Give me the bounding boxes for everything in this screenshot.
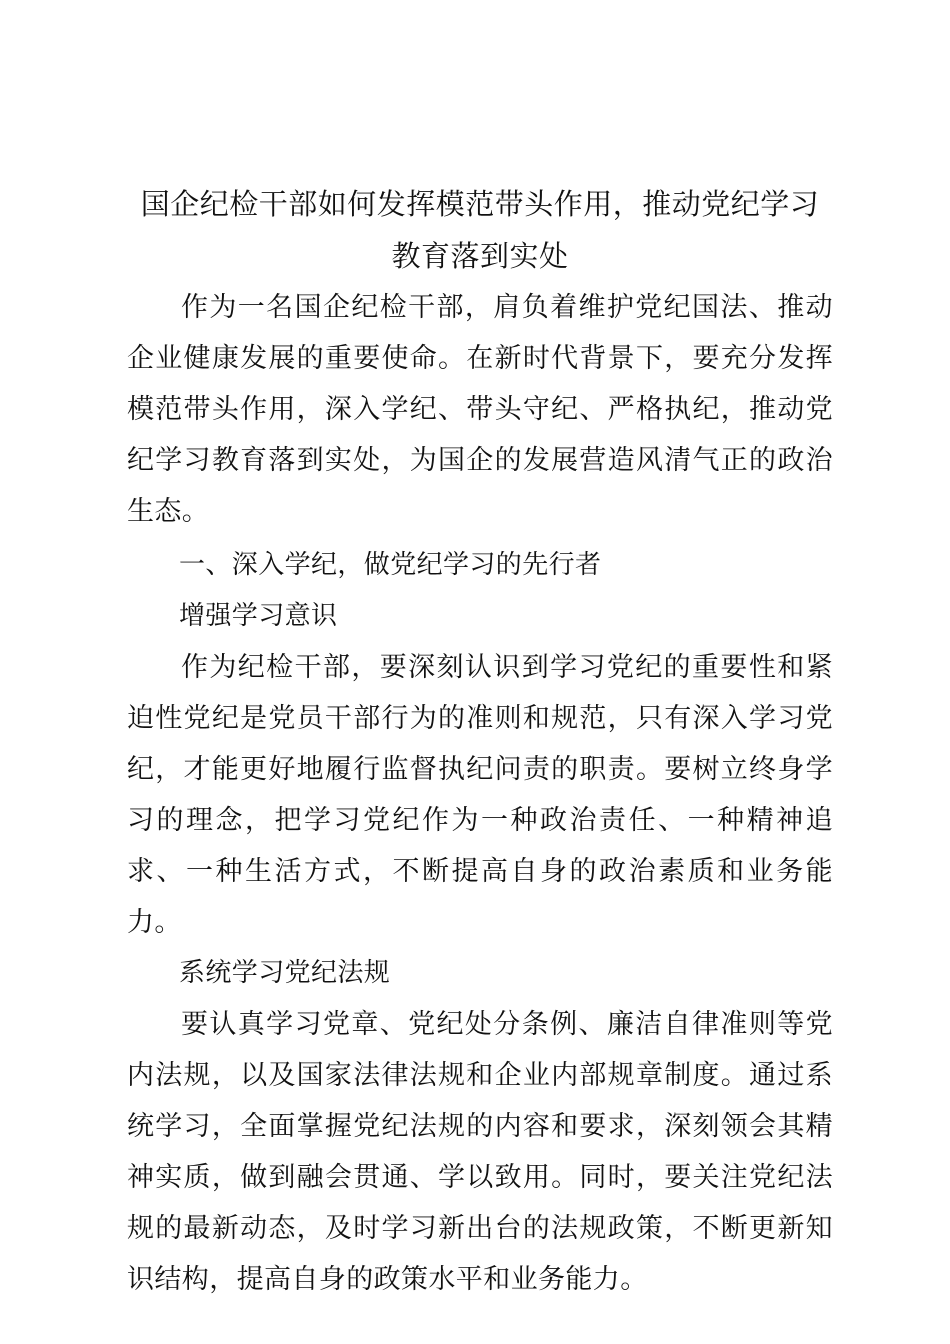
document-title: 国企纪检干部如何发挥模范带头作用，推动党纪学习教育落到实处 (140, 187, 820, 273)
section-heading: 一、深入学纪，做党纪学习的先行者 (179, 550, 602, 580)
subsection-paragraph: 要认真学习党章、党纪处分条例、廉洁自律准则等党内法规，以及国家法律法规和企业内部规章制度。通过系统学习，全面掌握党纪法规的内容和要求，深刻领会其精神实质，做到融会贯通、学以致用。同时，要关注党纪法规的最新动态，及时学习新出台的法规政策，不断更新知识结构，提高自身的政策水平和业务能力。 (127, 1009, 833, 1295)
intro-paragraph: 作为一名国企纪检干部，肩负着维护党纪国法、推动企业健康发展的重要使命。在新时代背景下，要充分发挥模范带头作用，深入学纪、带头守纪、严格执纪，推动党纪学习教育落到实处，为国企的发展营造风清气正的政治生态。 (127, 292, 833, 527)
subsection-heading: 增强学习意识 (179, 601, 338, 631)
subsection-heading: 系统学习党纪法规 (179, 958, 391, 988)
subsection-paragraph: 作为纪检干部，要深刻认识到学习党纪的重要性和紧迫性党纪是党员干部行为的准则和规范，只有深入学习党纪，才能更好地履行监督执纪问责的职责。要树立终身学习的理念，把学习党纪作为一种政治责任、一种精神追求、一种生活方式，不断提高自身的政治素质和业务能力。 (127, 652, 833, 938)
document-body (127, 178, 833, 1305)
